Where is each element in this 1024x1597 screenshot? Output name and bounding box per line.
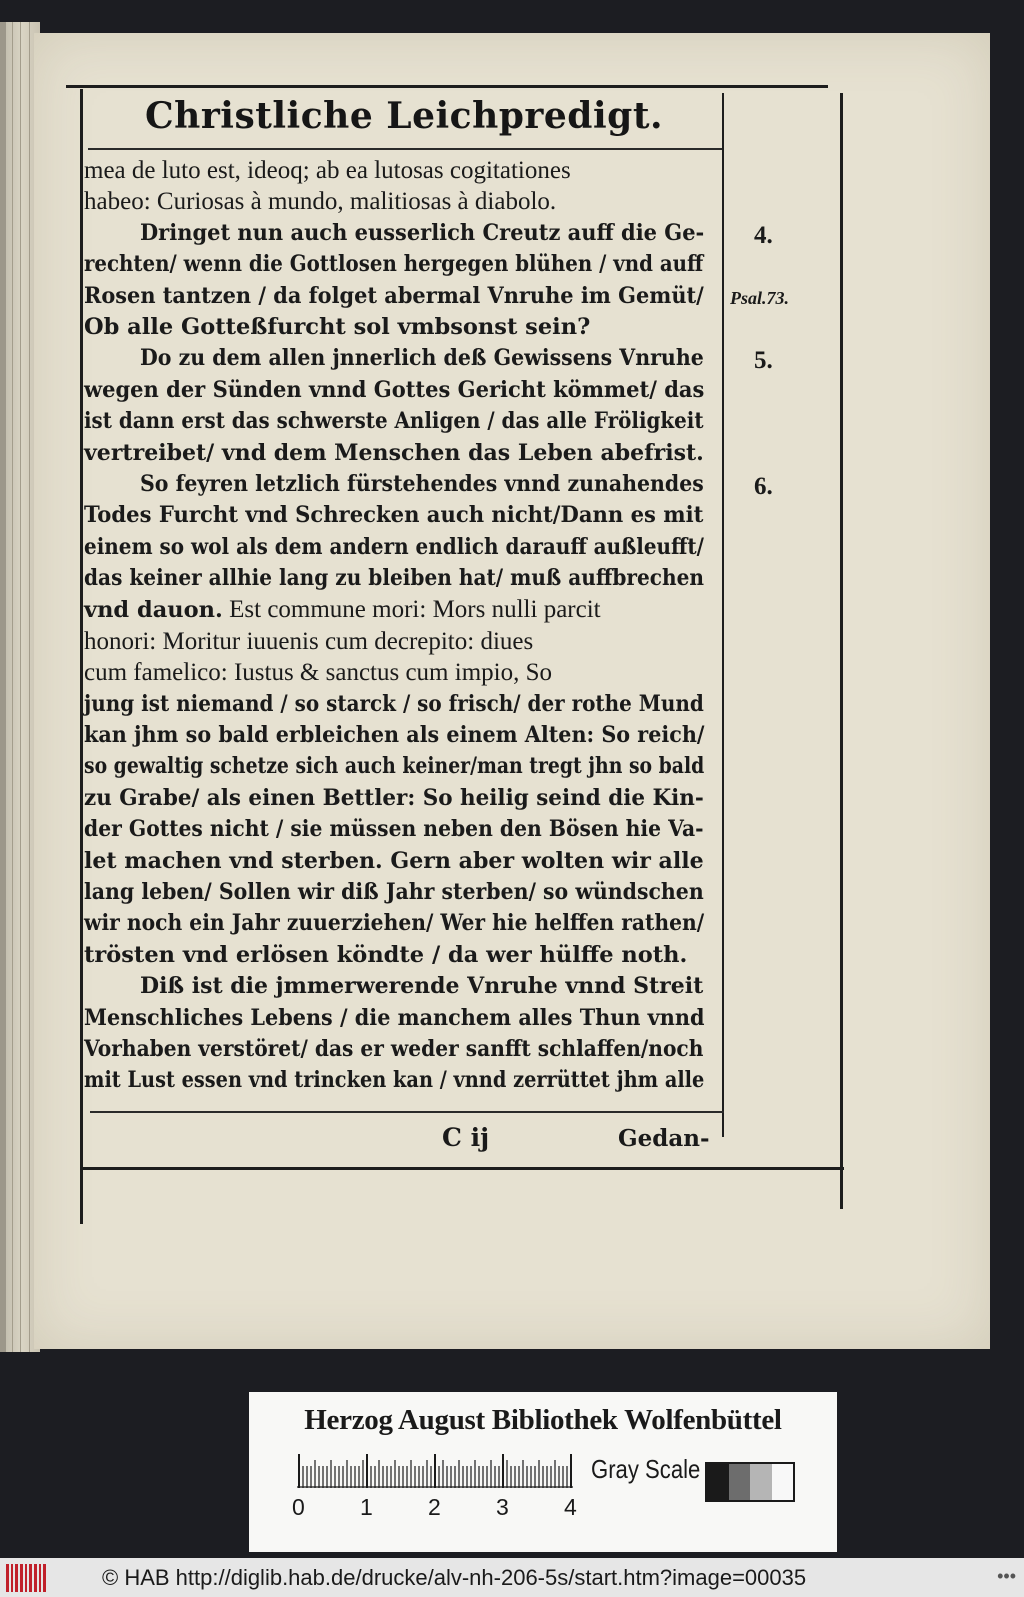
text-line: jung ist niemand / so starck / so frisch/ der rothe Mund bbox=[84, 690, 704, 717]
frame-top-rule bbox=[66, 85, 828, 88]
running-header: Christliche Leichpredigt. bbox=[145, 95, 663, 137]
text-line: wir noch ein Jahr zuuerziehen/ Wer hie helffen rathen/ bbox=[84, 910, 705, 937]
signature-mark: C ij bbox=[442, 1123, 490, 1152]
margin-note: Psal.73. bbox=[730, 287, 790, 308]
text-line: mit Lust essen vnd trincken kan / vnnd zerrüttet jhm alle bbox=[84, 1067, 705, 1094]
hab-logo-icon bbox=[6, 1564, 46, 1592]
text-line bbox=[84, 594, 704, 625]
text-line: ist dann erst das schwerste Anligen / das alle Fröligkeit bbox=[84, 408, 704, 435]
viewer-footer-bar bbox=[0, 1558, 1024, 1597]
text-line: einem so wol als dem andern endlich darauff außleufft/ bbox=[84, 533, 704, 560]
text-line: honori: Moritur iuuenis cum decrepito: diues bbox=[84, 627, 534, 655]
frame-bottom-rule bbox=[80, 1167, 844, 1170]
text-line: so gewaltig schetze sich auch keiner/man tregt jhn so bald bbox=[84, 753, 705, 780]
text-line: let machen vnd sterben. Gern aber wolten wir alle bbox=[84, 847, 704, 874]
gray-swatch bbox=[772, 1464, 794, 1500]
text-line: der Gottes nicht / sie müssen neben den Bösen hie Va- bbox=[84, 816, 704, 843]
margin-note: 4. bbox=[754, 221, 773, 249]
frame-right-rule bbox=[840, 93, 843, 1209]
copyright-link[interactable]: © HAB http://diglib.hab.de/drucke/alv-nh-206-5s/start.htm?image=00035 bbox=[102, 1565, 807, 1590]
footer-rule bbox=[90, 1111, 724, 1113]
grayscale-swatches bbox=[705, 1462, 795, 1502]
gray-swatch bbox=[729, 1464, 751, 1500]
library-name: Herzog August Bibliothek Wolfenbüttel bbox=[304, 1404, 782, 1436]
scale-number: 0 bbox=[292, 1494, 305, 1520]
scale-number: 1 bbox=[360, 1494, 373, 1520]
frame-column-rule bbox=[722, 93, 724, 1137]
text-line: Ob alle Gotteßfurcht sol vmbsonst sein? bbox=[84, 313, 591, 340]
text-line: vertreibet/ vnd dem Menschen das Leben abefrist. bbox=[84, 439, 704, 466]
text-line: mea de luto est, ideoq; ab ea lutosas cogitationes bbox=[84, 157, 571, 184]
scale-number: 3 bbox=[496, 1494, 509, 1520]
text-line: Diß ist die jmmerwerende Vnruhe vnnd Streit bbox=[140, 973, 704, 1000]
frame-left-rule bbox=[80, 89, 83, 1224]
text-line: das keiner allhie lang zu bleiben hat/ muß auffbrechen bbox=[84, 565, 704, 592]
gray-swatch bbox=[707, 1464, 729, 1500]
page-edge-line bbox=[20, 22, 21, 1352]
text-line: trösten vnd erlösen köndte / da wer hülffe noth. bbox=[84, 941, 688, 968]
document-page bbox=[34, 33, 990, 1349]
scale-number: 2 bbox=[428, 1494, 441, 1520]
text-line: rechten/ wenn die Gottlosen hergegen blühen / vnd auff bbox=[84, 251, 704, 278]
grayscale-label: Gray Scale bbox=[591, 1454, 701, 1484]
text-line: lang leben/ Sollen wir diß Jahr sterben/ so wündschen bbox=[84, 878, 704, 905]
catchword: Gedan- bbox=[618, 1125, 710, 1152]
book-cover-edge bbox=[0, 22, 6, 1352]
text-line: So feyren letzlich fürstehendes vnnd zunahendes bbox=[140, 470, 704, 497]
text-line-latin: Est commune mori: Mors nulli parcit bbox=[222, 596, 601, 624]
text-line: wegen der Sünden vnnd Gottes Gericht kömmet/ das bbox=[84, 376, 705, 403]
scale-number: 4 bbox=[564, 1494, 577, 1520]
header-rule bbox=[88, 148, 722, 150]
text-line: Todes Furcht vnd Schrecken auch nicht/Dann es mit bbox=[84, 502, 704, 529]
margin-note: 6. bbox=[754, 473, 773, 500]
text-line: Do zu dem allen jnnerlich deß Gewissens Vnruhe bbox=[140, 345, 704, 372]
text-line: kan jhm so bald erbleichen als einem Alten: So reich/ bbox=[84, 722, 705, 749]
more-dots-icon[interactable]: ••• bbox=[997, 1566, 1016, 1586]
text-line: habeo: Curiosas à mundo, malitiosas à diabolo. bbox=[84, 188, 557, 216]
text-line: Rosen tantzen / da folget abermal Vnruhe im Gemüt/ bbox=[84, 282, 704, 309]
text-line-fraktur: vnd dauon. bbox=[84, 597, 223, 624]
margin-note: 5. bbox=[754, 347, 773, 375]
gray-swatch bbox=[750, 1464, 772, 1500]
text-line: Vorhaben verstöret/ das er weder sanfft schlaffen/noch bbox=[84, 1035, 704, 1062]
text-line: zu Grabe/ als einen Bettler: So heilig seind die Kin- bbox=[84, 784, 704, 811]
library-label bbox=[249, 1392, 837, 1552]
scale-numbers bbox=[289, 1494, 589, 1522]
text-line: Menschliches Lebens / die manchem alles Thun vnnd bbox=[84, 1004, 705, 1031]
page-edge-line bbox=[12, 22, 13, 1352]
page-edge-line bbox=[29, 22, 30, 1352]
body-text bbox=[84, 155, 704, 1097]
text-line: Dringet nun auch eusserlich Creutz auff die Ge- bbox=[140, 219, 705, 246]
scale-ruler bbox=[297, 1454, 573, 1488]
text-line: cum famelico: Iustus & sanctus cum impio, So bbox=[84, 659, 552, 687]
